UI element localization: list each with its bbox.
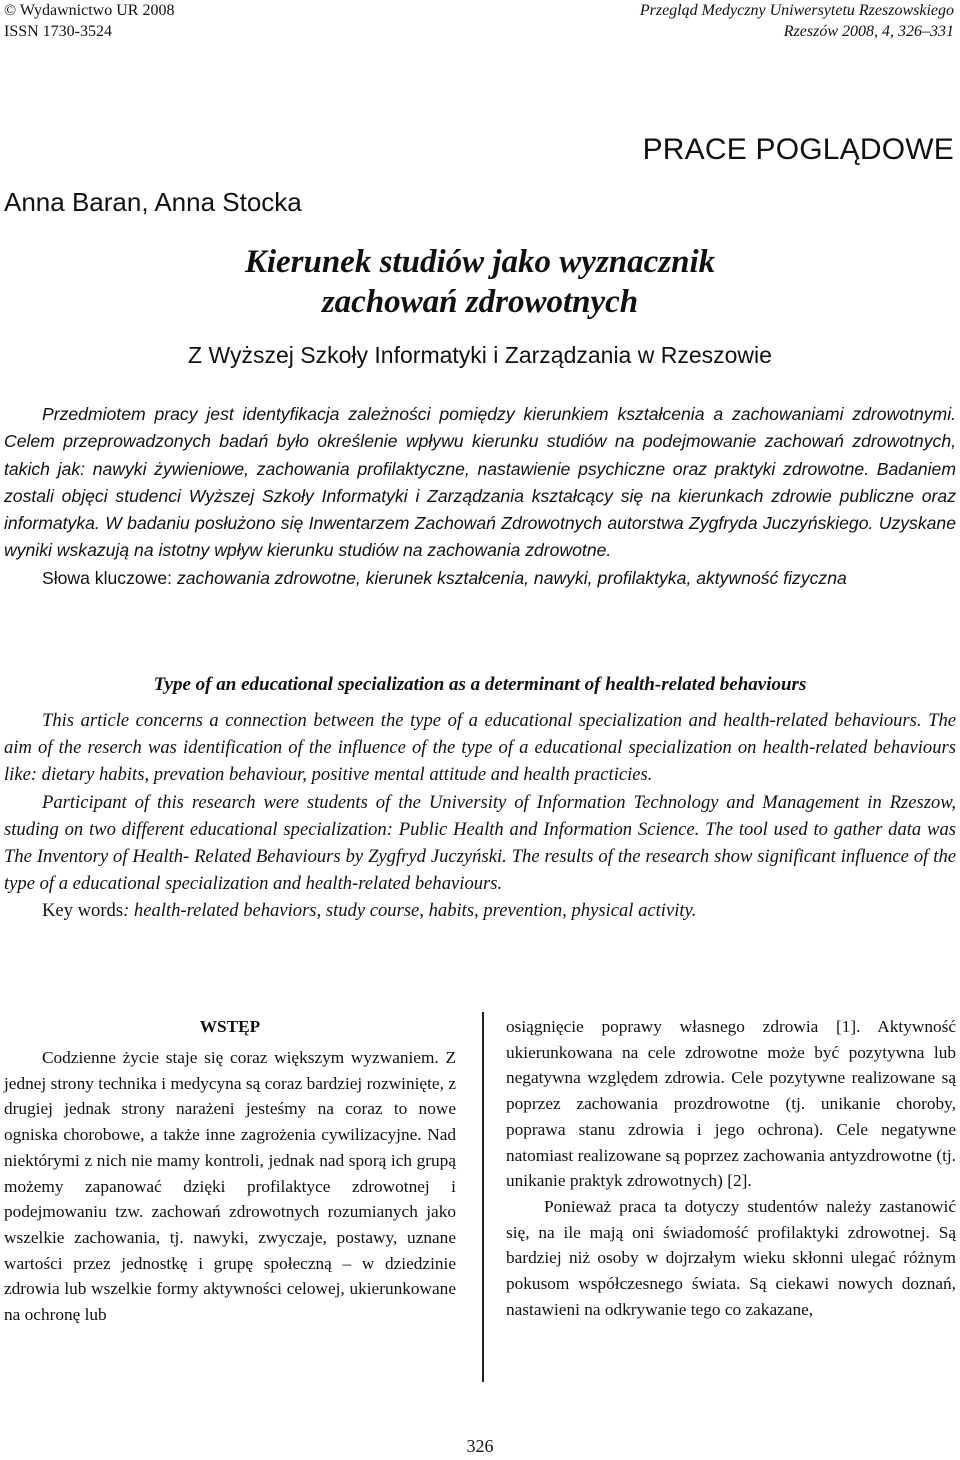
body-column-left	[4, 1014, 456, 1328]
abstract-english-p2: Participant of this research were students of the University of Information Technology and Management in Rzeszow, studing on two different educational specialization: Public Health and Information Science. The tool used to gather data was The Inventory of Health- Related Behaviours by Zygfryd Juczyński. The results of the research show significant influence of the type of a educational specialization and health-related behaviours.	[4, 791, 956, 895]
body-paragraph: Ponieważ praca ta dotyczy studentów należy zastanowić się, na ile mają oni świadomość profilaktyki zdrowotnej. Są bardziej niż osoby w dojrzałym wieku skłonni ulegać różnym pokusom współczesnego świata. Są ciekawi nowych doznań, nastawieni na odkrywanie tego co zakazane,	[506, 1196, 956, 1319]
authors: Anna Baran, Anna Stocka	[4, 187, 302, 217]
journal-issue: Rzeszów 2008, 4, 326–331	[783, 23, 954, 40]
section-label: PRACE POGLĄDOWE	[642, 133, 954, 166]
issn-line: ISSN 1730-3524	[4, 23, 113, 40]
keywords-english-label: Key words	[42, 900, 124, 922]
keywords-polish	[4, 565, 956, 592]
publisher-info	[4, 0, 174, 42]
page-number: 326	[466, 1436, 494, 1456]
copyright-line: © Wydawnictwo UR 2008	[4, 2, 175, 19]
abstract-english	[4, 707, 956, 925]
abstract-english-p1: This article concerns a connection between the type of a educational specialization and health-related behaviours. The aim of the reserch was identification of the influence of the type of a educational specialization on health-related behaviours like: dietary habits, prevation behaviour, positive mental attitude and health practicies.	[4, 710, 956, 786]
keywords-polish-label: Słowa kluczowe:	[42, 567, 173, 588]
body-column-right	[506, 1014, 956, 1322]
keywords-english	[4, 897, 956, 924]
title-line-1: Kierunek studiów jako wyznacznik	[244, 244, 716, 280]
title-line-2: zachowań zdrowotnych	[321, 284, 639, 320]
article-title	[0, 242, 960, 322]
body-paragraph: Codzienne życie staje się coraz większym wyzwaniem. Z jednej strony technika i medycyna są coraz bardziej rozwinięte, z drugiej jednak strony narażeni jesteśmy na coraz to nowe ogniska chorobowe, a także inne zagrożenia cywilizacyjne. Nad niektórymi z nich nie mamy kontroli, jednak nad sporą ich grupą możemy zapanować dzięki profilaktyce zdrowotnej i podejmowaniu tzw. zachowań zdrowotnych rozumianych jako wszelkie zachowania, tj. nawyki, zwyczaje, postawy, uznane wartości przez jednostkę i grupę społeczną – w dziedzinie zdrowia lub wszelkie formy aktywności celowej, ukierunkowane na ochronę lub	[4, 1048, 456, 1325]
abstract-polish	[4, 401, 956, 592]
column-divider	[482, 1012, 484, 1382]
section-heading: WSTĘP	[199, 1017, 261, 1036]
journal-name: Przegląd Medyczny Uniwersytetu Rzeszowskiego	[639, 2, 954, 19]
keywords-english-list: : health-related behaviors, study course, habits, prevention, physical activity.	[123, 900, 697, 922]
english-title: Type of an educational specialization as a determinant of health-related behaviours	[153, 674, 807, 695]
journal-info	[640, 0, 954, 42]
keywords-polish-list: zachowania zdrowotne, kierunek kształcenia, nawyki, profilaktyka, aktywność fizyczna	[172, 567, 847, 588]
affiliation: Z Wyższej Szkoły Informatyki i Zarządzania w Rzeszowie	[188, 342, 772, 368]
body-paragraph: osiągnięcie poprawy własnego zdrowia [1]. Aktywność ukierunkowana na cele zdrowotne może być pozytywna lub negatywna względem zdrowia. Cele pozytywne realizowane są poprzez zachowania prozdrowotne (tj. unikanie choroby, poprawa stanu zdrowia i jego ochrona). Cele negatywne natomiast realizowane są poprzez zachowania antyzdrowotne (tj. unikanie praktyk zdrowotnych) [2].	[506, 1017, 956, 1191]
abstract-polish-text: Przedmiotem pracy jest identyfikacja zależności pomiędzy kierunkiem kształcenia a zachowaniami zdrowotnymi. Celem przeprowadzonych badań było określenie wpływu kierunku studiów na podejmowanie zachowań zdrowotnych, takich jak: nawyki żywieniowe, zachowania profilaktyczne, nastawienie psychiczne oraz praktyki zdrowotne. Badaniem zostali objęci studenci Wyższej Szkoły Informatyki i Zarządzania kształcący się na kierunkach zdrowie publiczne oraz informatyka. W badaniu posłużono się Inwentarzem Zachowań Zdrowotnych autorstwa Zygfryda Juczyńskiego. Uzyskane wyniki wskazują na istotny wpływ kierunku studiów na zachowania zdrowotne.	[4, 404, 956, 561]
